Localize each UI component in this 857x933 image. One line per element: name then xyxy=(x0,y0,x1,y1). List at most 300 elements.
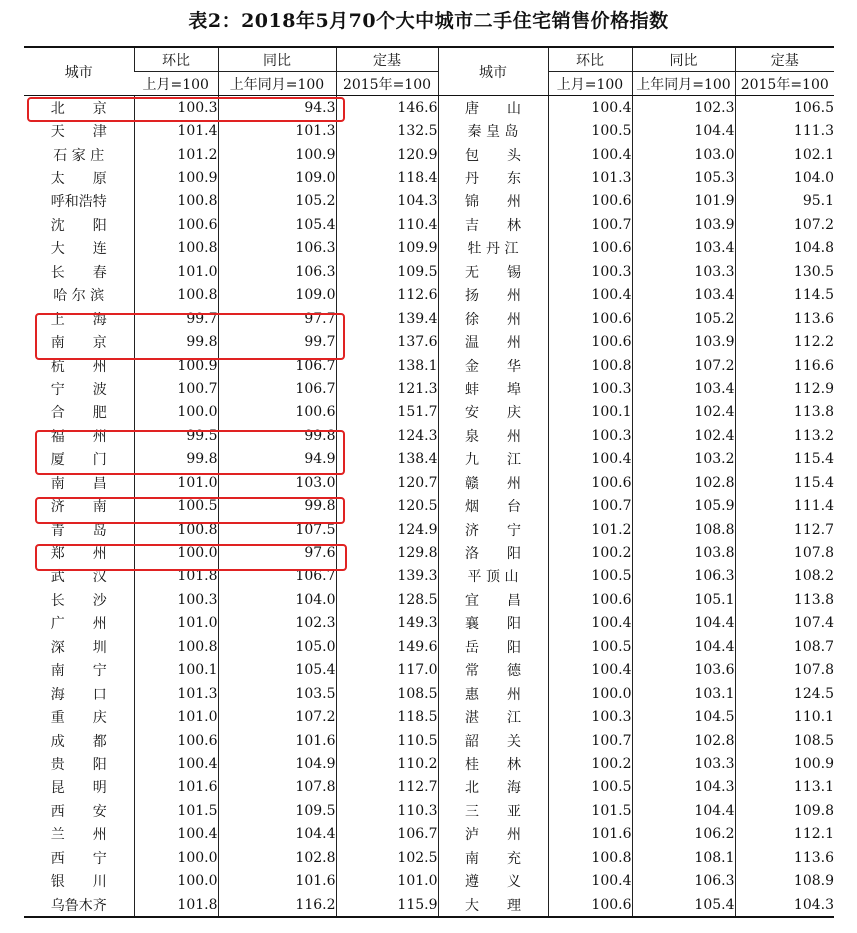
cell-base-left: 139.3 xyxy=(336,565,438,588)
cell-mom-right: 100.2 xyxy=(548,541,632,564)
cell-mom-left: 101.3 xyxy=(134,682,218,705)
cell-city-right: 常 德 xyxy=(438,659,548,682)
cell-base-left: 121.3 xyxy=(336,377,438,400)
cell-yoy-right: 105.4 xyxy=(632,893,735,917)
cell-city-right: 岳 阳 xyxy=(438,635,548,658)
cell-city-left: 大 连 xyxy=(50,241,107,258)
cell-mom-left: 100.5 xyxy=(134,494,218,517)
cell-mom-right: 100.3 xyxy=(548,705,632,728)
cell-city-left: 哈 尔 滨 xyxy=(53,288,105,305)
cell-base-right: 113.2 xyxy=(735,424,834,447)
cell-yoy-left: 103.0 xyxy=(218,471,336,494)
cell-base-right: 110.1 xyxy=(735,705,834,728)
cell-city-left: 天 津 xyxy=(50,124,107,141)
cell-mom-left: 100.8 xyxy=(134,518,218,541)
cell-yoy-left: 101.3 xyxy=(218,119,336,142)
header-yoy-sub-right: 上年同月=100 xyxy=(632,72,735,96)
cell-mom-left: 101.0 xyxy=(134,612,218,635)
cell-base-right: 104.3 xyxy=(735,893,834,917)
cell-city-left: 西 安 xyxy=(50,803,107,820)
cell-yoy-left: 105.0 xyxy=(218,635,336,658)
cell-base-right: 108.5 xyxy=(735,729,834,752)
header-yoy-left: 同比 xyxy=(218,47,336,72)
cell-yoy-right: 104.3 xyxy=(632,776,735,799)
cell-city-left: 武 汉 xyxy=(50,569,107,586)
cell-yoy-right: 107.2 xyxy=(632,354,735,377)
highlight-box-fuzhou-xiamen xyxy=(35,430,345,475)
cell-yoy-right: 102.4 xyxy=(632,401,735,424)
cell-mom-left: 101.4 xyxy=(134,119,218,142)
cell-city-left: 成 都 xyxy=(50,733,107,750)
header-city-left: 城市 xyxy=(24,47,134,96)
cell-city-right: 牡 丹 江 xyxy=(438,237,548,260)
cell-yoy-right: 105.9 xyxy=(632,494,735,517)
cell-yoy-left: 100.9 xyxy=(218,143,336,166)
table-row xyxy=(24,635,834,658)
cell-base-right: 104.0 xyxy=(735,166,834,189)
cell-mom-left: 100.6 xyxy=(134,729,218,752)
cell-base-left: 104.3 xyxy=(336,190,438,213)
cell-city-left: 太 原 xyxy=(50,171,107,188)
cell-base-left: 112.7 xyxy=(336,776,438,799)
cell-base-left: 110.4 xyxy=(336,213,438,236)
cell-mom-left: 100.0 xyxy=(134,401,218,424)
cell-city-left: 济 南 xyxy=(50,499,107,516)
cell-mom-right: 101.5 xyxy=(548,799,632,822)
cell-city-right: 平 顶 山 xyxy=(438,565,548,588)
cell-mom-right: 100.4 xyxy=(548,612,632,635)
cell-mom-left: 101.0 xyxy=(134,705,218,728)
cell-base-right: 112.1 xyxy=(735,823,834,846)
table-row xyxy=(24,260,834,283)
cell-mom-left: 101.5 xyxy=(134,799,218,822)
cell-city-right: 蚌 埠 xyxy=(438,377,548,400)
cell-base-right: 124.5 xyxy=(735,682,834,705)
cell-yoy-left: 106.7 xyxy=(218,354,336,377)
cell-mom-right: 100.4 xyxy=(548,96,632,120)
header-city-right: 城市 xyxy=(438,47,548,96)
cell-base-left: 109.9 xyxy=(336,237,438,260)
header-base-right: 定基 xyxy=(735,47,834,72)
header-mom-sub-right: 上月=100 xyxy=(548,72,632,96)
cell-city-right: 唐 山 xyxy=(438,96,548,120)
cell-base-left: 110.3 xyxy=(336,799,438,822)
table-row xyxy=(24,682,834,705)
cell-base-right: 102.1 xyxy=(735,143,834,166)
cell-mom-right: 101.2 xyxy=(548,518,632,541)
table-row xyxy=(24,143,834,166)
cell-base-right: 108.7 xyxy=(735,635,834,658)
cell-base-left: 115.9 xyxy=(336,893,438,917)
cell-base-right: 115.4 xyxy=(735,471,834,494)
cell-yoy-left: 97.6 xyxy=(218,541,336,564)
price-index-table xyxy=(24,46,834,918)
cell-mom-left: 100.6 xyxy=(134,213,218,236)
cell-base-right: 115.4 xyxy=(735,448,834,471)
cell-city-left: 沈 阳 xyxy=(50,217,107,234)
cell-city-right: 三 亚 xyxy=(438,799,548,822)
cell-yoy-right: 105.2 xyxy=(632,307,735,330)
cell-city-left: 石 家 庄 xyxy=(53,147,105,164)
cell-base-right: 116.6 xyxy=(735,354,834,377)
table-row xyxy=(24,190,834,213)
highlight-box-shanghai-nanjing xyxy=(35,313,345,360)
cell-yoy-right: 103.3 xyxy=(632,752,735,775)
cell-city-left: 厦 门 xyxy=(50,452,107,469)
cell-city-left: 南 京 xyxy=(50,335,107,352)
cell-yoy-left: 106.7 xyxy=(218,565,336,588)
cell-city-left: 青 岛 xyxy=(50,522,107,539)
cell-city-right: 襄 阳 xyxy=(438,612,548,635)
cell-yoy-right: 101.9 xyxy=(632,190,735,213)
table-row xyxy=(24,377,834,400)
cell-mom-right: 100.3 xyxy=(548,424,632,447)
cell-mom-right: 100.5 xyxy=(548,119,632,142)
cell-city-right: 丹 东 xyxy=(438,166,548,189)
cell-mom-right: 100.7 xyxy=(548,729,632,752)
cell-city-right: 惠 州 xyxy=(438,682,548,705)
cell-mom-left: 100.3 xyxy=(134,96,218,120)
cell-mom-right: 100.6 xyxy=(548,237,632,260)
cell-mom-right: 100.3 xyxy=(548,377,632,400)
cell-mom-right: 100.3 xyxy=(548,260,632,283)
cell-yoy-right: 104.4 xyxy=(632,635,735,658)
table-row xyxy=(24,846,834,869)
cell-base-left: 139.4 xyxy=(336,307,438,330)
table-row xyxy=(24,213,834,236)
cell-yoy-right: 103.8 xyxy=(632,541,735,564)
cell-base-right: 113.8 xyxy=(735,588,834,611)
cell-base-right: 108.9 xyxy=(735,869,834,892)
cell-city-right: 南 充 xyxy=(438,846,548,869)
cell-mom-left: 100.1 xyxy=(134,659,218,682)
cell-base-left: 112.6 xyxy=(336,284,438,307)
cell-mom-right: 100.8 xyxy=(548,354,632,377)
cell-base-right: 107.2 xyxy=(735,213,834,236)
header-mom-left: 环比 xyxy=(134,47,218,72)
cell-yoy-left: 102.8 xyxy=(218,846,336,869)
cell-mom-right: 100.6 xyxy=(548,190,632,213)
table-row xyxy=(24,776,834,799)
cell-mom-right: 101.3 xyxy=(548,166,632,189)
cell-mom-right: 100.7 xyxy=(548,494,632,517)
cell-city-left: 杭 州 xyxy=(50,358,107,375)
cell-city-right: 济 宁 xyxy=(438,518,548,541)
cell-city-right: 烟 台 xyxy=(438,494,548,517)
cell-city-left: 南 昌 xyxy=(50,475,107,492)
cell-base-left: 120.9 xyxy=(336,143,438,166)
cell-city-left: 西 宁 xyxy=(50,850,107,867)
cell-yoy-right: 102.8 xyxy=(632,729,735,752)
cell-mom-left: 100.4 xyxy=(134,752,218,775)
table-row xyxy=(24,659,834,682)
cell-mom-left: 100.0 xyxy=(134,541,218,564)
cell-city-left: 银 川 xyxy=(50,874,107,891)
cell-mom-left: 100.3 xyxy=(134,588,218,611)
cell-mom-right: 101.6 xyxy=(548,823,632,846)
cell-city-left: 兰 州 xyxy=(50,827,107,844)
cell-mom-right: 100.5 xyxy=(548,635,632,658)
cell-yoy-left: 104.0 xyxy=(218,588,336,611)
cell-base-right: 111.3 xyxy=(735,119,834,142)
header-base-sub-left: 2015年=100 xyxy=(336,72,438,96)
cell-city-left: 昆 明 xyxy=(50,780,107,797)
cell-yoy-right: 103.6 xyxy=(632,659,735,682)
cell-city-right: 湛 江 xyxy=(438,705,548,728)
cell-mom-left: 101.0 xyxy=(134,260,218,283)
cell-city-left: 合 肥 xyxy=(50,405,107,422)
cell-city-right: 大 理 xyxy=(438,893,548,917)
cell-mom-left: 100.9 xyxy=(134,166,218,189)
cell-city-left: 宁 波 xyxy=(50,381,107,398)
cell-mom-right: 100.2 xyxy=(548,752,632,775)
cell-mom-right: 100.4 xyxy=(548,143,632,166)
cell-mom-left: 100.0 xyxy=(134,869,218,892)
table-row xyxy=(24,729,834,752)
cell-mom-left: 100.8 xyxy=(134,635,218,658)
cell-base-right: 100.9 xyxy=(735,752,834,775)
cell-base-left: 108.5 xyxy=(336,682,438,705)
cell-base-left: 138.1 xyxy=(336,354,438,377)
table-row xyxy=(24,752,834,775)
cell-yoy-left: 104.9 xyxy=(218,752,336,775)
cell-base-left: 137.6 xyxy=(336,330,438,353)
cell-mom-right: 100.6 xyxy=(548,588,632,611)
cell-base-left: 110.5 xyxy=(336,729,438,752)
cell-mom-right: 100.6 xyxy=(548,893,632,917)
header-base-sub-right: 2015年=100 xyxy=(735,72,834,96)
cell-base-left: 124.9 xyxy=(336,518,438,541)
cell-city-left: 呼和浩特 xyxy=(50,194,107,211)
cell-city-left: 广 州 xyxy=(50,616,107,633)
cell-base-left: 120.7 xyxy=(336,471,438,494)
cell-base-right: 107.8 xyxy=(735,659,834,682)
cell-yoy-left: 102.3 xyxy=(218,612,336,635)
cell-city-right: 金 华 xyxy=(438,354,548,377)
cell-base-left: 117.0 xyxy=(336,659,438,682)
cell-mom-left: 100.7 xyxy=(134,377,218,400)
cell-yoy-right: 106.2 xyxy=(632,823,735,846)
cell-yoy-right: 102.3 xyxy=(632,96,735,120)
cell-yoy-right: 103.0 xyxy=(632,143,735,166)
cell-mom-right: 100.5 xyxy=(548,565,632,588)
table-row xyxy=(24,237,834,260)
cell-mom-left: 99.8 xyxy=(134,448,218,471)
cell-yoy-right: 103.9 xyxy=(632,330,735,353)
cell-yoy-right: 104.4 xyxy=(632,799,735,822)
cell-city-right: 无 锡 xyxy=(438,260,548,283)
cell-city-left: 南 宁 xyxy=(50,663,107,680)
header-base-left: 定基 xyxy=(336,47,438,72)
cell-yoy-right: 106.3 xyxy=(632,869,735,892)
cell-yoy-left: 107.8 xyxy=(218,776,336,799)
cell-city-right: 韶 关 xyxy=(438,729,548,752)
cell-mom-left: 99.8 xyxy=(134,330,218,353)
cell-base-right: 113.6 xyxy=(735,846,834,869)
highlight-box-beijing xyxy=(27,97,345,122)
cell-base-right: 130.5 xyxy=(735,260,834,283)
cell-base-right: 112.9 xyxy=(735,377,834,400)
table-row xyxy=(24,401,834,424)
cell-city-right: 宜 昌 xyxy=(438,588,548,611)
cell-city-left: 郑 州 xyxy=(50,546,107,563)
cell-base-right: 107.4 xyxy=(735,612,834,635)
cell-city-right: 北 海 xyxy=(438,776,548,799)
cell-city-left: 长 春 xyxy=(50,264,107,281)
cell-city-left: 乌鲁木齐 xyxy=(24,893,134,917)
cell-city-right: 秦 皇 岛 xyxy=(438,119,548,142)
cell-yoy-left: 99.8 xyxy=(218,424,336,447)
cell-city-right: 桂 林 xyxy=(438,752,548,775)
cell-base-right: 113.8 xyxy=(735,401,834,424)
cell-mom-right: 100.1 xyxy=(548,401,632,424)
cell-base-left: 132.5 xyxy=(336,119,438,142)
cell-base-right: 113.1 xyxy=(735,776,834,799)
cell-mom-right: 100.8 xyxy=(548,846,632,869)
cell-base-right: 112.2 xyxy=(735,330,834,353)
cell-mom-right: 100.4 xyxy=(548,869,632,892)
cell-city-left: 福 州 xyxy=(50,428,107,445)
cell-yoy-right: 103.4 xyxy=(632,237,735,260)
cell-yoy-right: 103.4 xyxy=(632,377,735,400)
cell-base-left: 129.8 xyxy=(336,541,438,564)
cell-city-left: 长 沙 xyxy=(50,592,107,609)
cell-city-left: 重 庆 xyxy=(50,710,107,727)
cell-base-right: 113.6 xyxy=(735,307,834,330)
cell-base-left: 149.6 xyxy=(336,635,438,658)
cell-mom-left: 101.2 xyxy=(134,143,218,166)
table-title: 表2：2018年5月70个大中城市二手住宅销售价格指数 xyxy=(188,10,669,32)
cell-city-left: 北 京 xyxy=(24,96,134,120)
header-mom-sub-left: 上月=100 xyxy=(134,72,218,96)
cell-base-left: 128.5 xyxy=(336,588,438,611)
table-row xyxy=(24,166,834,189)
cell-yoy-left: 106.7 xyxy=(218,377,336,400)
cell-yoy-right: 108.1 xyxy=(632,846,735,869)
cell-mom-right: 100.4 xyxy=(548,659,632,682)
cell-yoy-left: 109.0 xyxy=(218,284,336,307)
cell-base-left: 149.3 xyxy=(336,612,438,635)
table-row xyxy=(24,893,834,917)
cell-yoy-right: 102.4 xyxy=(632,424,735,447)
cell-yoy-left: 99.7 xyxy=(218,330,336,353)
cell-city-right: 扬 州 xyxy=(438,284,548,307)
cell-yoy-right: 103.3 xyxy=(632,260,735,283)
cell-mom-left: 100.0 xyxy=(134,846,218,869)
cell-yoy-right: 108.8 xyxy=(632,518,735,541)
cell-city-right: 锦 州 xyxy=(438,190,548,213)
cell-mom-left: 101.6 xyxy=(134,776,218,799)
cell-mom-right: 100.6 xyxy=(548,471,632,494)
cell-city-right: 温 州 xyxy=(438,330,548,353)
cell-mom-left: 99.5 xyxy=(134,424,218,447)
cell-yoy-left: 94.9 xyxy=(218,448,336,471)
cell-yoy-left: 106.3 xyxy=(218,260,336,283)
highlight-box-jinan xyxy=(35,497,345,524)
cell-base-left: 120.5 xyxy=(336,494,438,517)
table-row xyxy=(24,284,834,307)
cell-mom-left: 101.0 xyxy=(134,471,218,494)
table-row xyxy=(24,799,834,822)
cell-mom-left: 100.8 xyxy=(134,284,218,307)
cell-mom-right: 100.0 xyxy=(548,682,632,705)
cell-yoy-left: 94.3 xyxy=(218,96,336,120)
cell-base-right: 104.8 xyxy=(735,237,834,260)
cell-city-right: 九 江 xyxy=(438,448,548,471)
cell-yoy-right: 103.1 xyxy=(632,682,735,705)
cell-city-right: 赣 州 xyxy=(438,471,548,494)
cell-mom-right: 100.6 xyxy=(548,330,632,353)
cell-city-right: 吉 林 xyxy=(438,213,548,236)
table-row xyxy=(24,869,834,892)
table-header xyxy=(24,47,834,96)
cell-base-right: 114.5 xyxy=(735,284,834,307)
cell-base-left: 118.4 xyxy=(336,166,438,189)
cell-base-left: 118.5 xyxy=(336,705,438,728)
cell-base-right: 112.7 xyxy=(735,518,834,541)
cell-yoy-right: 105.1 xyxy=(632,588,735,611)
cell-yoy-left: 116.2 xyxy=(218,893,336,917)
cell-mom-left: 100.8 xyxy=(134,190,218,213)
cell-yoy-left: 106.3 xyxy=(218,237,336,260)
cell-yoy-left: 107.5 xyxy=(218,518,336,541)
cell-yoy-left: 105.2 xyxy=(218,190,336,213)
cell-base-left: 101.0 xyxy=(336,869,438,892)
cell-base-right: 107.8 xyxy=(735,541,834,564)
cell-mom-left: 99.7 xyxy=(134,307,218,330)
cell-yoy-right: 104.4 xyxy=(632,612,735,635)
cell-yoy-right: 102.8 xyxy=(632,471,735,494)
cell-yoy-left: 104.4 xyxy=(218,823,336,846)
header-mom-right: 环比 xyxy=(548,47,632,72)
cell-mom-right: 100.4 xyxy=(548,284,632,307)
cell-yoy-left: 103.5 xyxy=(218,682,336,705)
header-yoy-sub-left: 上年同月=100 xyxy=(218,72,336,96)
cell-city-left: 海 口 xyxy=(50,686,107,703)
cell-mom-left: 100.8 xyxy=(134,237,218,260)
cell-city-right: 包 头 xyxy=(438,143,548,166)
cell-mom-right: 100.5 xyxy=(548,776,632,799)
cell-yoy-right: 104.4 xyxy=(632,119,735,142)
cell-city-right: 泸 州 xyxy=(438,823,548,846)
cell-yoy-right: 106.3 xyxy=(632,565,735,588)
cell-city-left: 深 圳 xyxy=(50,639,107,656)
cell-base-left: 124.3 xyxy=(336,424,438,447)
cell-base-left: 109.5 xyxy=(336,260,438,283)
cell-yoy-left: 97.7 xyxy=(218,307,336,330)
cell-base-right: 109.8 xyxy=(735,799,834,822)
cell-city-right: 泉 州 xyxy=(438,424,548,447)
cell-yoy-right: 103.9 xyxy=(632,213,735,236)
table-row xyxy=(24,612,834,635)
cell-mom-right: 100.4 xyxy=(548,448,632,471)
cell-base-left: 106.7 xyxy=(336,823,438,846)
cell-base-left: 110.2 xyxy=(336,752,438,775)
header-yoy-right: 同比 xyxy=(632,47,735,72)
table-row xyxy=(24,705,834,728)
cell-mom-left: 100.9 xyxy=(134,354,218,377)
cell-city-right: 遵 义 xyxy=(438,869,548,892)
cell-city-right: 徐 州 xyxy=(438,307,548,330)
cell-base-left: 151.7 xyxy=(336,401,438,424)
cell-yoy-right: 103.2 xyxy=(632,448,735,471)
table-row xyxy=(24,588,834,611)
cell-base-left: 102.5 xyxy=(336,846,438,869)
cell-yoy-left: 100.6 xyxy=(218,401,336,424)
cell-yoy-left: 101.6 xyxy=(218,869,336,892)
cell-base-right: 108.2 xyxy=(735,565,834,588)
cell-yoy-right: 104.5 xyxy=(632,705,735,728)
